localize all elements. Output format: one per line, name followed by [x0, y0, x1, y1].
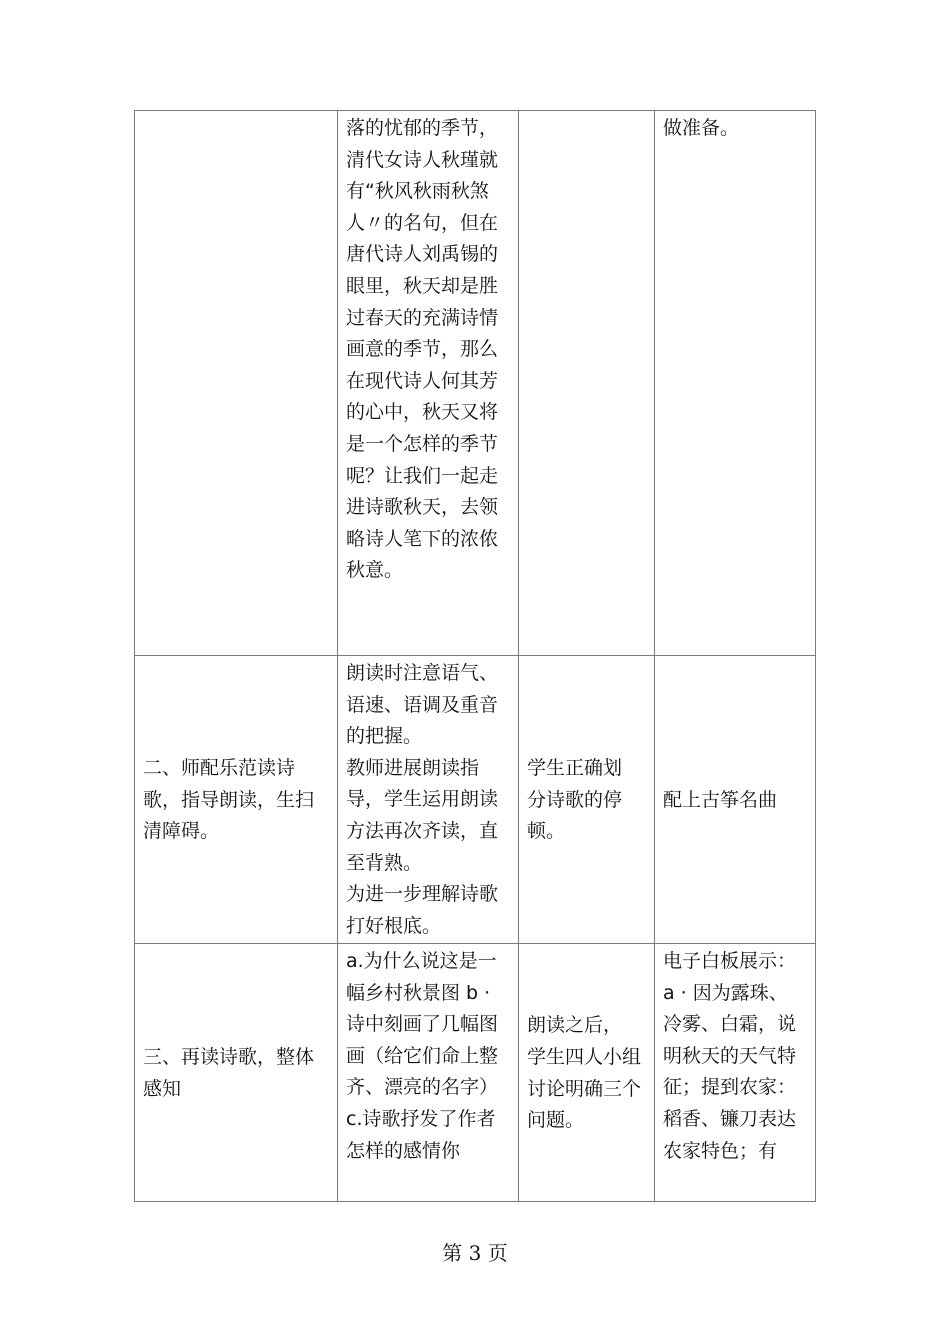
cell-design-intent: 做准备。 — [655, 111, 816, 656]
cell-student-activity: 朗读之后， 学生四人小组 讨论明确三个 问题。 — [519, 944, 655, 1202]
table-row — [135, 656, 816, 944]
cell-teacher-activity: 落的忧郁的季节， 清代女诗人秋瑾就 有“秋风秋雨秋煞 人〃的名句，但在 唐代诗人刘禹锡的 眼里，秋天却是胜 过春天的充满诗情 画意的季节，那么 在现代诗人何其芳 的心中，秋天又将 是一个怎样的季节 呢？让我们一起走 进诗歌秋天，去领 略诗人笔下的浓侬 秋意。 — [338, 111, 519, 656]
page-number: 第 3 页 — [442, 1241, 508, 1265]
cell-teacher-activity: a.为什么说这是一 幅乡村秋景图 b · 诗中刻画了几幅图 画（给它们命上整 齐、漂亮的名字） c.诗歌抒发了作者 怎样的感情你 — [338, 944, 519, 1202]
cell-step: 二、师配乐范读诗 歌，指导朗读，生扫 清障碍。 — [135, 656, 338, 944]
table-row — [135, 111, 816, 656]
cell-step: 三、再读诗歌，整体 感知 — [135, 944, 338, 1202]
cell-student-activity: 学生正确划 分诗歌的停 顿。 — [519, 656, 655, 944]
cell-design-intent: 电子白板展示： a · 因为露珠、 冷雾、白霜，说 明秋天的天气特 征；提到农家： 稻香、镰刀表达 农家特色；有 — [655, 944, 816, 1202]
cell-design-intent: 配上古筝名曲 — [655, 656, 816, 944]
cell-teacher-activity: 朗读时注意语气、 语速、语调及重音 的把握。 教师进展朗读指 导，学生运用朗读 方法再次齐读，直 至背熟。 为进一步理解诗歌 打好根底。 — [338, 656, 519, 944]
cell-step — [135, 111, 338, 656]
cell-student-activity — [519, 111, 655, 656]
table-row — [135, 944, 816, 1202]
lesson-plan-table — [134, 110, 816, 1202]
